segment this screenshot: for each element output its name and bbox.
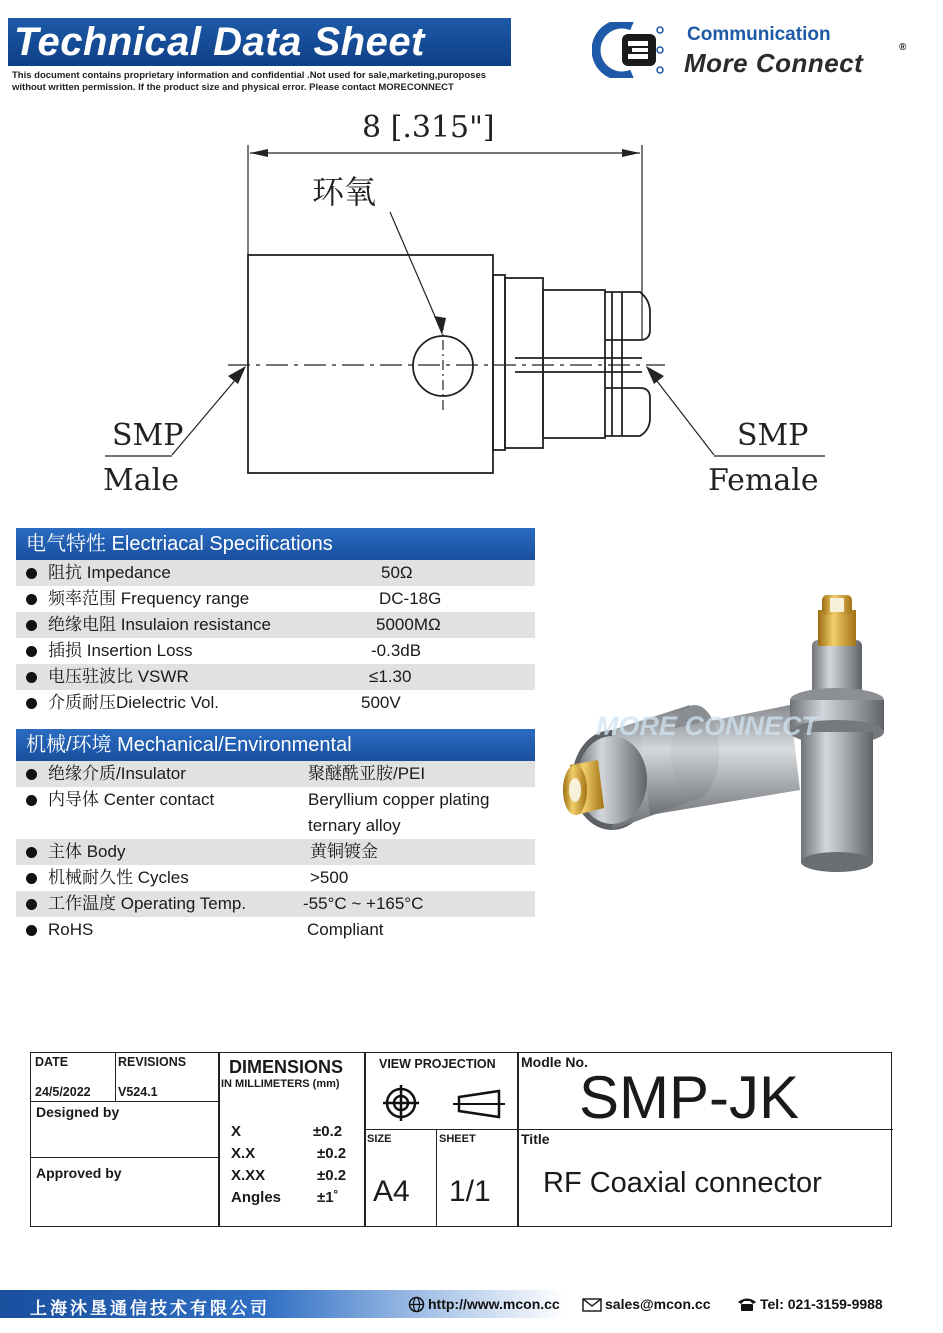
tolerance-label: X [231, 1123, 242, 1140]
revisions-label: REVISIONS [118, 1055, 187, 1069]
spec-value: Compliant [307, 920, 384, 939]
email-link[interactable]: sales@mcon.cc [605, 1296, 711, 1312]
tolerance-value: ±0.2 [317, 1145, 347, 1162]
spec-value: ≤1.30 [369, 667, 412, 686]
notice-line-2: without written permission. If the product size and physical error. Please contact MORECONNECT [12, 82, 454, 93]
spec-value: Beryllium copper plating [308, 790, 490, 809]
bullet-icon [26, 620, 37, 631]
bullet-icon [26, 594, 37, 605]
approved-by-label: Approved by [36, 1165, 122, 1181]
left-connector-gender: Male [103, 463, 179, 498]
dimensions-unit: IN MILLIMETERS (mm) [221, 1078, 340, 1090]
crosshair-projection-icon [381, 1083, 421, 1123]
bullet-icon [26, 899, 37, 910]
cone-projection-icon [451, 1089, 507, 1119]
electrical-specs-heading: 电气特性 Electriacal Specifications [16, 528, 535, 560]
dimensions-title: DIMENSIONS [229, 1057, 344, 1077]
size-value: A4 [373, 1175, 410, 1208]
spec-label: 阻抗 Impedance [48, 563, 171, 582]
spec-row-vswr [16, 664, 535, 690]
model-value: SMP-JK [579, 1064, 800, 1131]
tolerance-value: ±1˚ [317, 1189, 339, 1206]
bullet-icon [26, 672, 37, 683]
globe-icon [408, 1296, 425, 1313]
brand-tagline: Communication [687, 24, 831, 45]
spec-value: 50Ω [381, 563, 413, 582]
registered-mark: ® [899, 42, 907, 53]
date-label: DATE [35, 1055, 69, 1069]
spec-value: 5000MΩ [376, 615, 441, 634]
confidentiality-notice [12, 70, 522, 94]
designed-by-label: Designed by [36, 1104, 120, 1120]
bullet-icon [26, 873, 37, 884]
spec-value: 黄铜镀金 [310, 842, 378, 861]
spec-row-insulator [16, 761, 535, 787]
spec-row-impedance [16, 560, 535, 586]
photo-watermark: MORE CONNECT [596, 711, 818, 741]
right-connector-gender: Female [708, 463, 819, 498]
bullet-icon [26, 646, 37, 657]
spec-label: 绝缘电阻 Insulaion resistance [48, 615, 271, 634]
tolerance-value: ±0.2 [317, 1167, 347, 1184]
sheet-value: 1/1 [449, 1175, 491, 1208]
phone-icon [736, 1296, 758, 1312]
spec-label: 绝缘介质/Insulator [48, 764, 186, 783]
model-label: Modle No. [521, 1054, 588, 1070]
mechanical-specs-heading: 机械/环境 Mechanical/Environmental [16, 729, 535, 761]
spec-value: -55°C ~ +165°C [303, 894, 424, 913]
spec-label: 频率范围 Frequency range [48, 589, 250, 608]
spec-value-continued: ternary alloy [308, 816, 401, 835]
electrical-specs-table [16, 560, 535, 716]
spec-value: DC-18G [379, 589, 442, 608]
tolerance-label: X.X [231, 1145, 256, 1162]
spec-label: 电压驻波比 VSWR [48, 667, 189, 686]
tolerance-label: X.XX [231, 1167, 266, 1184]
bullet-icon [26, 847, 37, 858]
notice-line-1: This document contains proprietary information and confidential .Not used for sale,marketing,puroposes [12, 70, 487, 81]
spec-label: RoHS [48, 920, 94, 939]
spec-row-insulation [16, 612, 535, 638]
bullet-icon [26, 795, 37, 806]
size-label: SIZE [367, 1133, 392, 1145]
mechanical-specs-table [16, 761, 535, 943]
spec-label: 内导体 Center contact [48, 790, 215, 809]
brand-logo-icon [592, 22, 672, 78]
tolerance-label: Angles [231, 1189, 282, 1206]
brand-name: More Connect [684, 48, 864, 78]
epoxy-label: 环氧 [312, 173, 377, 211]
spec-row-operating-temp [16, 891, 535, 917]
bullet-icon [26, 568, 37, 579]
technical-drawing [90, 100, 850, 500]
bullet-icon [26, 925, 37, 936]
website-link[interactable]: http://www.mcon.cc [428, 1296, 560, 1312]
document-title: Technical Data Sheet [8, 18, 511, 66]
spec-row-frequency [16, 586, 535, 612]
dimension-label: 8 [.315"] [362, 110, 495, 145]
title-value: RF Coaxial connector [543, 1167, 822, 1199]
bullet-icon [26, 769, 37, 780]
spec-row-dielectric [16, 690, 535, 716]
bullet-icon [26, 698, 37, 709]
left-connector-type: SMP [112, 418, 184, 453]
product-photo [545, 580, 905, 880]
spec-value: >500 [310, 868, 349, 887]
spec-row-cycles [16, 865, 535, 891]
spec-label: 工作温度 Operating Temp. [48, 894, 247, 913]
right-connector-type: SMP [737, 418, 809, 453]
sheet-label: SHEET [439, 1133, 476, 1145]
spec-row-center-contact [16, 787, 535, 839]
title-block [30, 1052, 892, 1227]
spec-value: 聚醚酰亚胺/PEI [308, 764, 426, 783]
spec-value: 500V [361, 693, 401, 712]
spec-label: 介质耐压Dielectric Vol. [48, 693, 219, 712]
spec-label: 主体 Body [48, 842, 126, 861]
phone-number: Tel: 021-3159-9988 [760, 1296, 883, 1312]
spec-row-body [16, 839, 535, 865]
spec-label: 插损 Insertion Loss [48, 641, 193, 660]
spec-row-insertion-loss [16, 638, 535, 664]
revisions-value: V524.1 [118, 1085, 158, 1099]
spec-row-rohs [16, 917, 535, 943]
view-projection-label: VIEW PROJECTION [379, 1057, 496, 1071]
company-name: 上海沐垦通信技术有限公司 [30, 1299, 270, 1319]
spec-value: -0.3dB [371, 641, 422, 660]
envelope-icon [582, 1298, 602, 1312]
tolerance-value: ±0.2 [313, 1123, 343, 1140]
title-label: Title [521, 1131, 550, 1147]
date-value: 24/5/2022 [35, 1085, 91, 1099]
spec-label: 机械耐久性 Cycles [48, 868, 189, 887]
